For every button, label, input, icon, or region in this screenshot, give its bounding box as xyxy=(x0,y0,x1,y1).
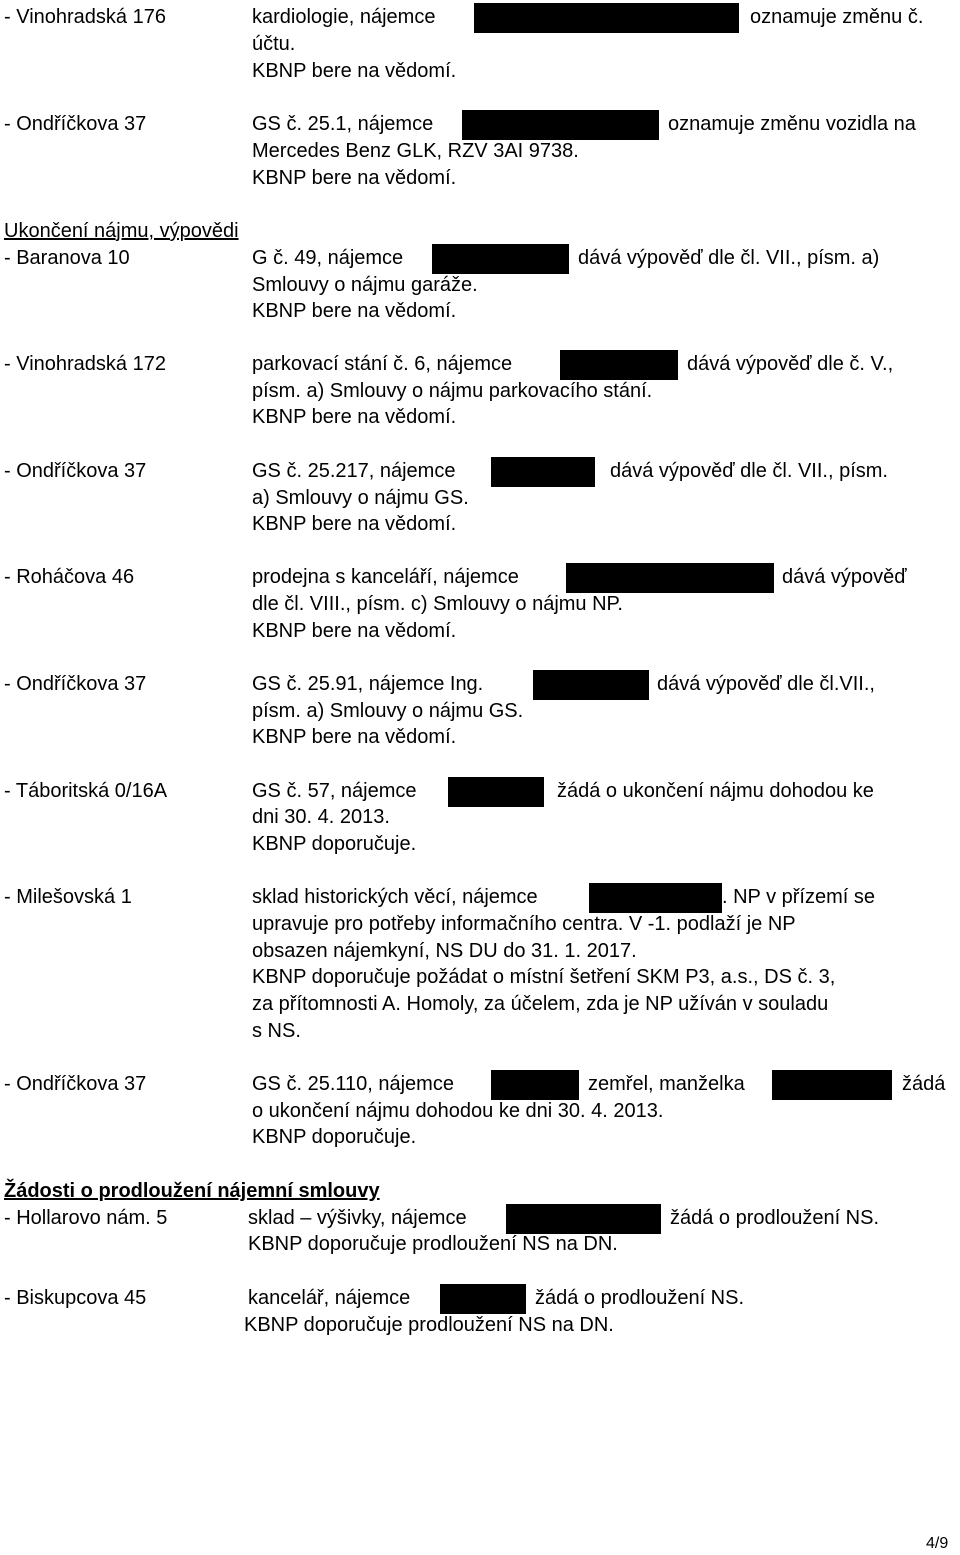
redaction-block xyxy=(491,1070,579,1100)
redaction-block xyxy=(772,1070,892,1100)
entry-address: - Ondříčkova 37 xyxy=(4,673,147,695)
entry-text: sklad – výšivky, nájemce xyxy=(248,1207,467,1229)
entry-text: oznamuje změnu č. xyxy=(750,6,924,28)
redaction-block xyxy=(448,777,544,807)
entry-text: KBNP doporučuje. xyxy=(252,1126,417,1148)
entry-text: KBNP doporučuje. xyxy=(252,833,417,855)
entry-text: G č. 49, nájemce xyxy=(252,247,404,269)
entry-text: žádá o prodloužení NS. xyxy=(535,1287,745,1309)
redaction-block xyxy=(462,110,659,140)
redaction-block xyxy=(566,563,774,593)
entry-text: . NP v přízemí se xyxy=(722,886,876,908)
entry-text: a) Smlouvy o nájmu GS. xyxy=(252,487,469,509)
entry-text: KBNP bere na vědomí. xyxy=(252,726,457,748)
entry-text: KBNP doporučuje prodloužení NS na DN. xyxy=(248,1233,618,1255)
entry-text: GS č. 25.91, nájemce Ing. xyxy=(252,673,484,695)
entry-text: Mercedes Benz GLK, RZV 3AI 9738. xyxy=(252,140,579,162)
entry-text: GS č. 25.217, nájemce xyxy=(252,460,456,482)
entry-text: s NS. xyxy=(252,1020,301,1042)
entry-text: KBNP bere na vědomí. xyxy=(252,60,457,82)
redaction-block xyxy=(432,244,569,274)
page-number: 4/9 xyxy=(926,1535,949,1552)
entry-text: upravuje pro potřeby informačního centra. V -1. podlaží je NP xyxy=(252,913,796,935)
entry-address: - Ondříčkova 37 xyxy=(4,113,147,135)
entry-text: prodejna s kanceláří, nájemce xyxy=(252,566,519,588)
entry-text: dni 30. 4. 2013. xyxy=(252,806,390,828)
entry-text: písm. a) Smlouvy o nájmu parkovacího stání. xyxy=(252,380,653,402)
entry-text: zemřel, manželka xyxy=(588,1073,745,1095)
section-heading: Žádosti o prodloužení nájemní smlouvy xyxy=(4,1180,380,1202)
entry-text: dává výpověď dle čl. VII., písm. a) xyxy=(578,247,880,269)
entry-text: za přítomnosti A. Homoly, za účelem, zda je NP užíván v souladu xyxy=(252,993,829,1015)
entry-text: KBNP bere na vědomí. xyxy=(252,620,457,642)
entry-text: KBNP bere na vědomí. xyxy=(252,406,457,428)
entry-text: žádá o ukončení nájmu dohodou ke xyxy=(557,780,874,802)
entry-text: žádá xyxy=(902,1073,946,1095)
entry-text: písm. a) Smlouvy o nájmu GS. xyxy=(252,700,524,722)
entry-text: dle čl. VIII., písm. c) Smlouvy o nájmu NP. xyxy=(252,593,623,615)
entry-text: KBNP doporučuje požádat o místní šetření SKM P3, a.s., DS č. 3, xyxy=(252,966,836,988)
entry-text: KBNP bere na vědomí. xyxy=(252,300,457,322)
entry-address: - Vinohradská 176 xyxy=(4,6,166,28)
entry-text: GS č. 57, nájemce xyxy=(252,780,417,802)
entry-text: kardiologie, nájemce xyxy=(252,6,436,28)
entry-address: - Biskupcova 45 xyxy=(4,1287,147,1309)
entry-text: parkovací stání č. 6, nájemce xyxy=(252,353,513,375)
entry-text: KBNP doporučuje prodloužení NS na DN. xyxy=(244,1314,614,1336)
entry-address: - Ondříčkova 37 xyxy=(4,460,147,482)
redaction-block xyxy=(560,350,678,380)
entry-text: obsazen nájemkyní, NS DU do 31. 1. 2017. xyxy=(252,940,637,962)
entry-text: účtu. xyxy=(252,33,296,55)
entry-address: - Roháčova 46 xyxy=(4,566,135,588)
entry-text: sklad historických věcí, nájemce xyxy=(252,886,538,908)
entry-text: oznamuje změnu vozidla na xyxy=(668,113,916,135)
redaction-block xyxy=(491,457,595,487)
entry-text: dává výpověď dle čl. VII., písm. xyxy=(610,460,888,482)
entry-text: Smlouvy o nájmu garáže. xyxy=(252,274,478,296)
entry-text: GS č. 25.1, nájemce xyxy=(252,113,434,135)
redaction-block xyxy=(474,3,739,33)
section-heading: Ukončení nájmu, výpovědi xyxy=(4,220,239,242)
redaction-block xyxy=(506,1204,661,1234)
entry-text: žádá o prodloužení NS. xyxy=(670,1207,880,1229)
entry-text: dává výpověď dle č. V., xyxy=(687,353,894,375)
entry-text: GS č. 25.110, nájemce xyxy=(252,1073,454,1095)
entry-text: kancelář, nájemce xyxy=(248,1287,411,1309)
entry-address: - Hollarovo nám. 5 xyxy=(4,1207,168,1229)
entry-text: KBNP bere na vědomí. xyxy=(252,167,457,189)
entry-text: dává výpověď xyxy=(782,566,907,588)
redaction-block xyxy=(533,670,649,700)
entry-text: dává výpověď dle čl.VII., xyxy=(657,673,875,695)
entry-text: KBNP bere na vědomí. xyxy=(252,513,457,535)
entry-address: - Ondříčkova 37 xyxy=(4,1073,147,1095)
entry-address: - Baranova 10 xyxy=(4,247,130,269)
redaction-block xyxy=(589,883,722,913)
entry-address: - Táboritská 0/16A xyxy=(4,780,168,802)
redaction-block xyxy=(440,1284,526,1314)
entry-address: - Milešovská 1 xyxy=(4,886,132,908)
entry-text: o ukončení nájmu dohodou ke dni 30. 4. 2013. xyxy=(252,1100,664,1122)
entry-address: - Vinohradská 172 xyxy=(4,353,166,375)
